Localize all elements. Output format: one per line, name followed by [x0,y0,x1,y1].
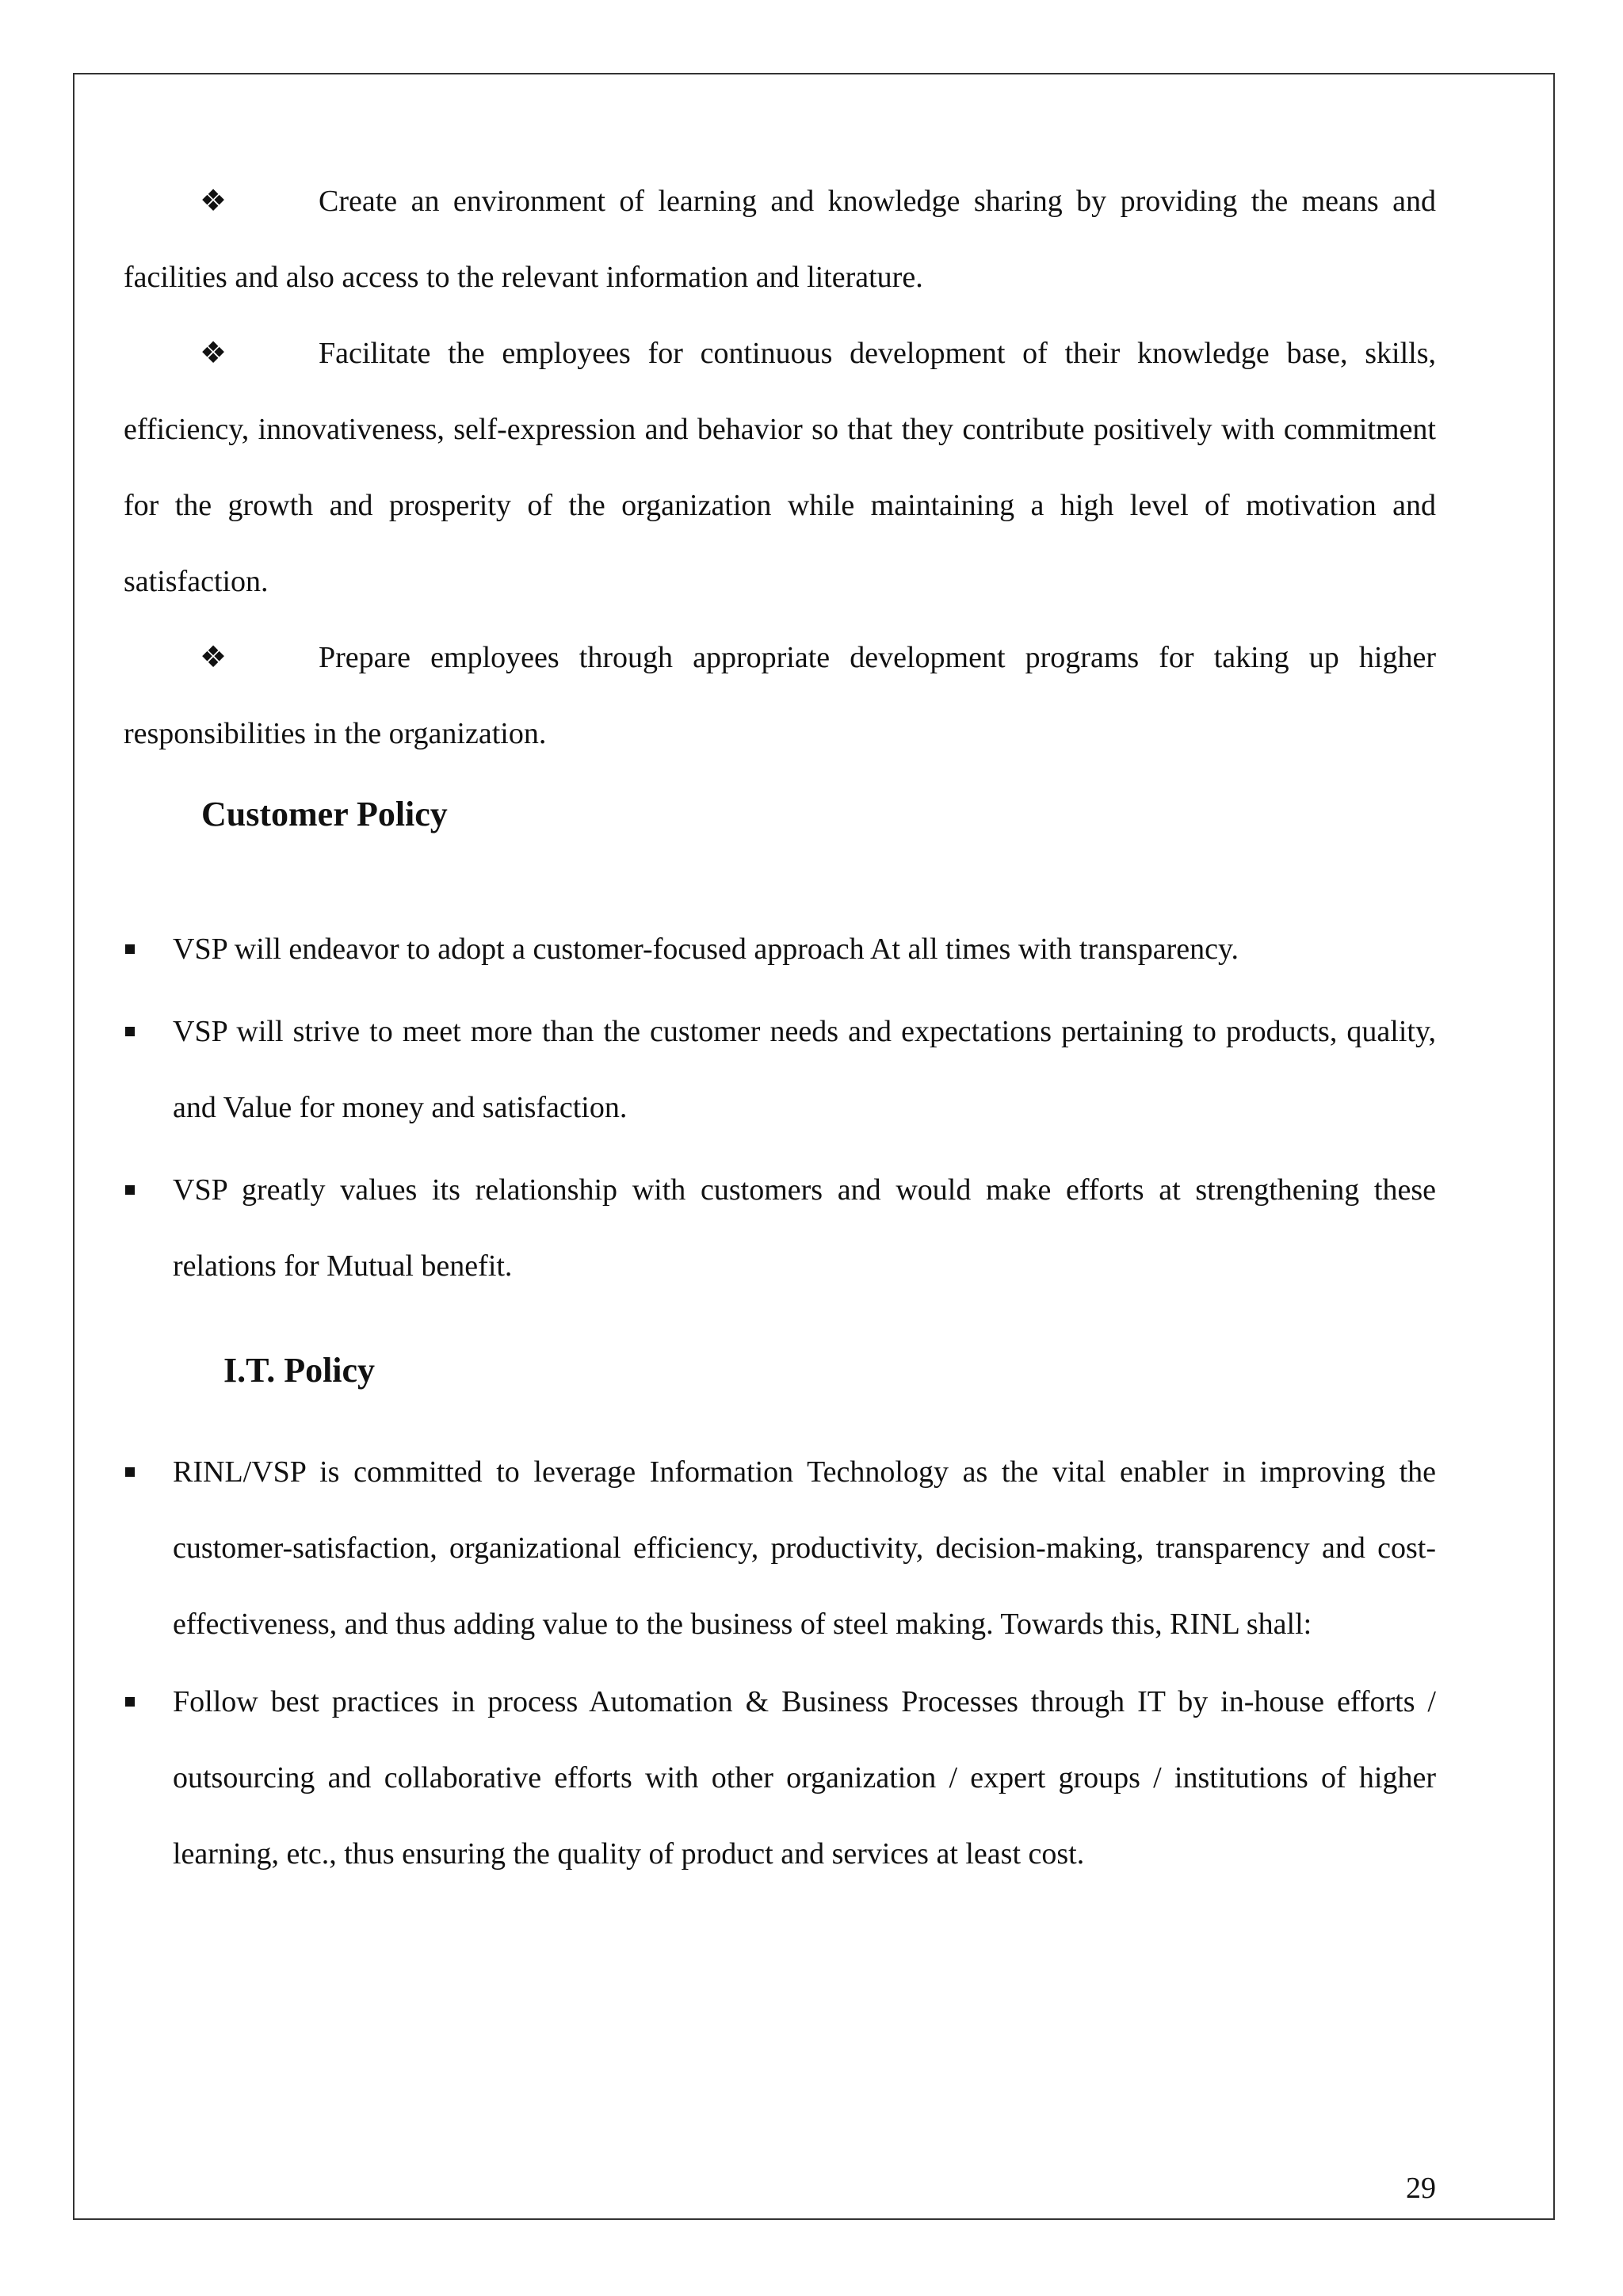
list-item [173,1664,1436,1892]
intro-item [124,163,1436,315]
square-bullet-icon [125,1697,135,1707]
list-item [173,1152,1436,1304]
list-item-text: VSP will endeavor to adopt a customer-focused approach At all times with transparency. [173,933,1239,966]
square-bullet-icon [125,944,135,954]
customer-policy-heading: Customer Policy [201,795,448,833]
square-bullet-icon [125,1027,135,1036]
diamond-bullet-icon: ❖ [200,337,227,370]
list-item-text: RINL/VSP is committed to leverage Information Technology as the vital enabler in improving the customer-satisfaction, organizational efficiency, productivity, decision-making, transparency and cost-effectiveness, and thus adding value to the business of steel making. Towards this, RINL shall: [173,1455,1436,1641]
intro-item [124,620,1436,772]
square-bullet-icon [125,1467,135,1477]
intro-item-text: Facilitate the employees for continuous development of their knowledge base, skills, efficiency, innovativeness, self-expression and behavior so that they contribute positively with commitment for the growth and prosperity of the organization while maintaining a high level of motivation and satisfaction. [124,337,1436,598]
list-item [173,911,1436,987]
list-item-text: Follow best practices in process Automation & Business Processes through IT by in-house efforts / outsourcing and collaborative efforts with other organization / expert groups / institutions of higher learning, etc., thus ensuring the quality of product and services at least cost. [173,1685,1436,1871]
diamond-bullet-icon: ❖ [200,185,227,218]
diamond-bullet-icon: ❖ [200,641,227,674]
list-item-text: VSP will strive to meet more than the customer needs and expectations pertaining to products, quality, and Value for money and satisfaction. [173,1015,1436,1124]
customer-policy-list [173,911,1436,1304]
list-item [173,1434,1436,1662]
intro-item-text: Prepare employees through appropriate development programs for taking up higher responsibilities in the organization. [124,641,1436,750]
it-policy-list [173,1434,1436,1892]
intro-item [124,315,1436,620]
intro-item-text: Create an environment of learning and knowledge sharing by providing the means and facilities and also access to the relevant information and literature. [124,185,1436,294]
list-item-text: VSP greatly values its relationship with customers and would make efforts at strengthening these relations for Mutual benefit. [173,1173,1436,1283]
it-policy-heading: I.T. Policy [223,1351,376,1390]
square-bullet-icon [125,1185,135,1195]
page-number: 29 [1406,2172,1436,2205]
list-item [173,994,1436,1146]
